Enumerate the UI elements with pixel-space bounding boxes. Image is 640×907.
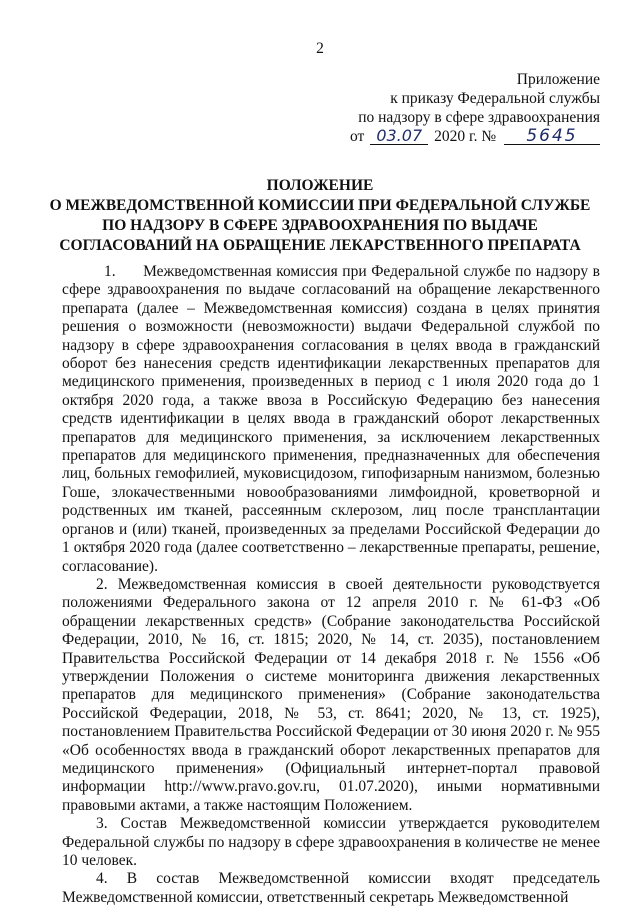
paragraph-4: 4. В состав Межведомственной комиссии входят председатель Межведомственной комиссии, ответственный секретарь Межведомственной bbox=[62, 870, 600, 906]
paragraph-1: 1. Межведомственная комиссия при Федеральной службе по надзору в сфере здравоохранения по выдаче согласований на обращение лекарственного препарата (далее – Межведомственная комиссия) создана в целях принятия решения о возможности (невозможности) выдачи Федеральной службой по надзору в сфере здравоохранения согласования в целях ввода в гражданский оборот без нанесения средств идентификации лекарственных препаратов для медицинского применения, произведенных в период с 1 июля 2020 года до 1 октября 2020 года, а также ввоза в Российскую Федерацию без нанесения средств идентификации в целях ввода в гражданский оборот лекарственных препаратов для медицинского применения, за исключением лекарственных препаратов для медицинского применения, предназначенных для обеспечения лиц, больных гемофилией, муковисцидозом, гипофизарным нанизмом, болезнью Гоше, злокачественными новообразованиями лимфоидной, кроветворной и родственных им тканей, рассеянным склерозом, лиц после трансплантации органов и (или) тканей, произведенных за пределами Российской Федерации до 1 октября 2020 года (далее соответственно – лекарственные препараты, решение, согласование). bbox=[62, 263, 600, 575]
title-line-4: СОГЛАСОВАНИЙ НА ОБРАЩЕНИЕ ЛЕКАРСТВЕННОГО ПРЕПАРАТА bbox=[59, 237, 581, 254]
date-prefix: от bbox=[350, 128, 365, 145]
year-and-number-label: 2020 г. № bbox=[434, 128, 497, 145]
document-body bbox=[62, 263, 600, 907]
title-line-2: О МЕЖВЕДОМСТВЕННОЙ КОМИССИИ ПРИ ФЕДЕРАЛЬНОЙ СЛУЖБЕ bbox=[49, 197, 591, 214]
appendix-order-reference: к приказу Федеральной службы bbox=[390, 90, 600, 107]
appendix-block bbox=[350, 70, 600, 146]
appendix-heading: Приложение bbox=[516, 71, 600, 88]
appendix-date-line bbox=[350, 127, 600, 146]
document-title bbox=[40, 176, 600, 256]
title-line-3: ПО НАДЗОРУ В СФЕРЕ ЗДРАВООХРАНЕНИЯ ПО ВЫДАЧЕ bbox=[102, 217, 538, 234]
paragraph-2: 2. Межведомственная комиссия в своей деятельности руководствуется положениями Федерального закона от 12 апреля 2010 г. № 61-ФЗ «Об обращении лекарственных средств» (Собрание законодательства Российской Федерации, 2010, № 16, ст. 1815; 2020, № 14, ст. 2035), постановлением Правительства Российской Федерации от 14 декабря 2018 г. № 1556 «Об утверждении Положения о системе мониторинга движения лекарственных препаратов для медицинского применения» (Собрание законодательства Российской Федерации, 2018, № 53, ст. 8641; 2020, № 13, ст. 1925), постановлением Правительства Российской Федерации от 30 июня 2020 г. № 955 «Об особенностях ввода в гражданский оборот лекарственных препаратов для медицинского применения» (Официальный интернет-портал правовой информации http://www.pravo.gov.ru, 01.07.2020), иными нормативными правовыми актами, а также настоящим Положением. bbox=[62, 575, 600, 814]
appendix-agency: по надзору в сфере здравоохранения bbox=[358, 109, 600, 126]
page-number: 2 bbox=[316, 40, 324, 57]
handwritten-date: 03.07 bbox=[370, 128, 428, 145]
paragraph-3: 3. Состав Межведомственной комиссии утверждается руководителем Федеральной службы по надзору в сфере здравоохранения в количестве не менее 10 человек. bbox=[62, 815, 600, 869]
handwritten-order-number: 5645 bbox=[504, 128, 600, 145]
title-line-1: ПОЛОЖЕНИЕ bbox=[266, 177, 374, 194]
